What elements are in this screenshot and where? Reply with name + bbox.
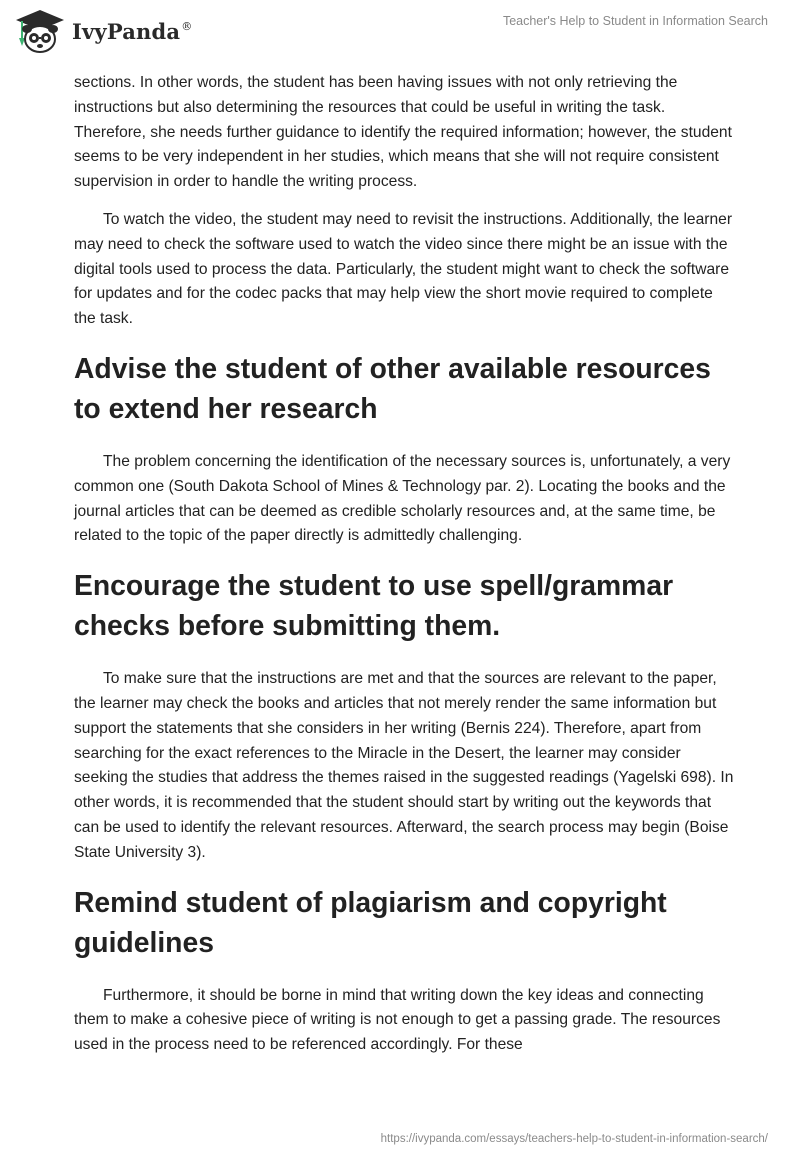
paragraph-4: To make sure that the instructions are met and that the sources are relevant to the paper, the learner may check the books and articles that not merely render the same information but support the statements that she considers in her writing (Bernis 224). Therefore, apart from searching for the exact references to the Miracle in the Desert, the learner may consider seeking the studies that address the themes raised in the suggested readings (Yagelski 698). In other words, it is recommended that the student should start by writing out the keywords that can be used to identify the relevant resources. Afterward, the search process may begin (Boise State University 3). — [74, 670, 734, 861]
panda-graduate-icon — [14, 8, 66, 54]
paragraph-2: To watch the video, the student may need to revisit the instructions. Additionally, the learner may need to check the software used to watch the video since there might be an issue with the digital tools used to process the data. Particularly, the student might want to check the software for updates and for the codec packs that may help view the short movie required to complete the task. — [74, 210, 733, 328]
document-title: Teacher's Help to Student in Information Search — [502, 14, 768, 28]
section-heading-spell-grammar: Encourage the student to use spell/grammar checks before submitting them. — [74, 569, 674, 642]
paragraph-5: Furthermore, it should be borne in mind that writing down the key ideas and connecting them to make a cohesive piece of writing is not enough to get a passing grade. The resources used in the process need to be referenced accordingly. For these — [74, 986, 721, 1054]
section-heading-plagiarism: Remind student of plagiarism and copyright guidelines — [74, 885, 667, 958]
brand-name: IvyPanda® — [72, 18, 193, 44]
paragraph-1: sections. In other words, the student has been having issues with not only retrieving the instructions but also determining the resources that could be useful in writing the task. Therefore, she needs further guidance to identify the required information; however, the student seems to be very independent in her studies, which means that she will not require consistent supervision in order to handle the writing process. — [74, 74, 732, 191]
section-heading-advise-resources: Advise the student of other available resources to extend her research — [74, 351, 711, 424]
source-url[interactable]: https://ivypanda.com/essays/teachers-help-to-student-in-information-search/ — [380, 1133, 768, 1145]
paragraph-3: The problem concerning the identification of the necessary sources is, unfortunately, a very common one (South Dakota School of Mines & Technology par. 2). Locating the books and the journal articles that can be deemed as credible scholarly resources and, at the same time, be related to the topic of the paper directly is admittedly challenging. — [74, 452, 731, 545]
essay-body — [74, 71, 734, 1071]
ivypanda-logo[interactable] — [14, 8, 192, 54]
page-header — [0, 0, 800, 70]
